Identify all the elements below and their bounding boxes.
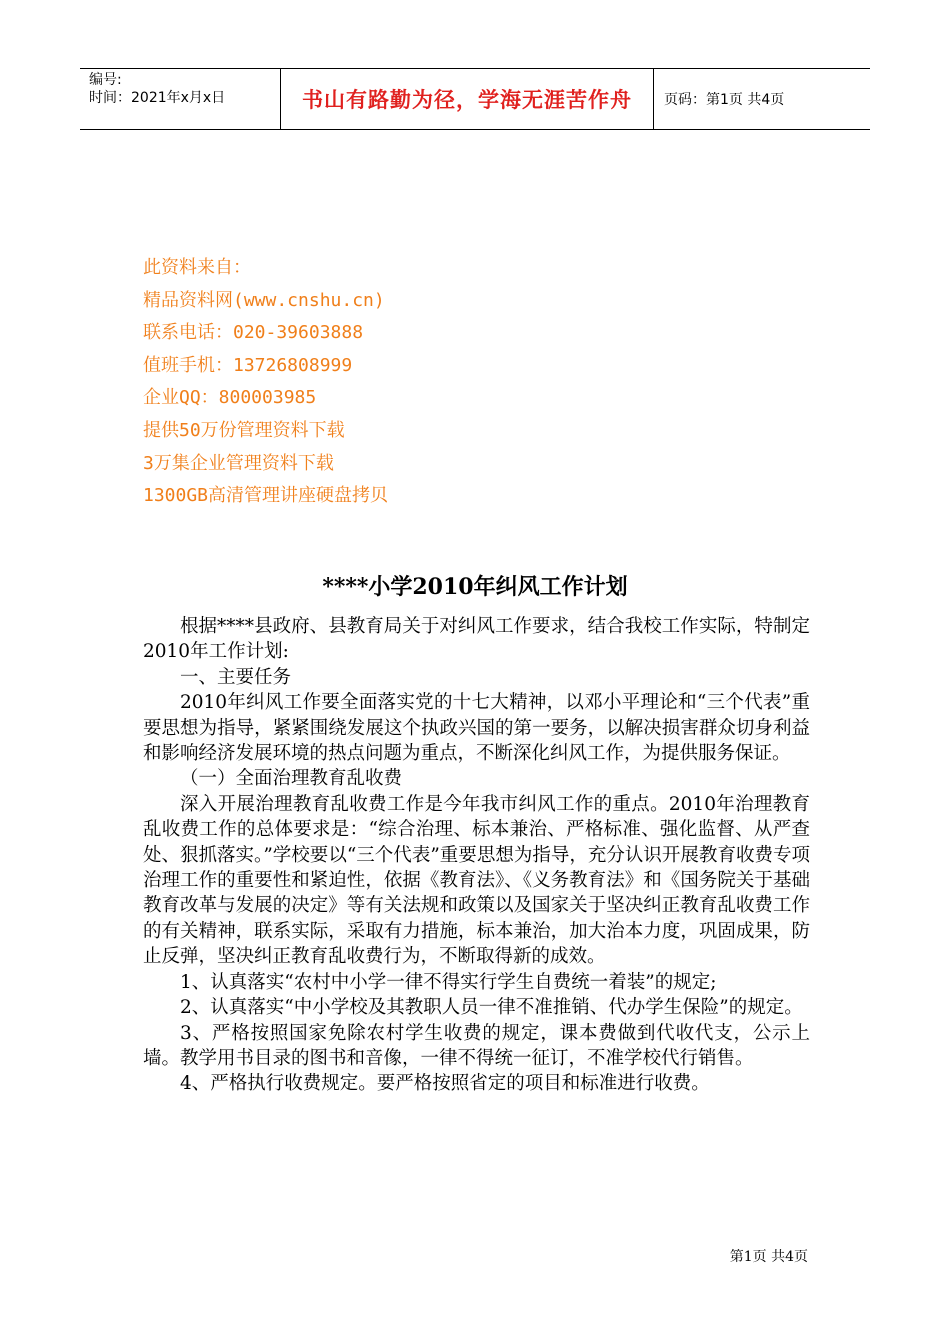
motto-text: 书山有路勤为径，学海无涯苦作舟: [302, 88, 632, 112]
source-info-block: [143, 252, 388, 513]
source-line: 1300GB高清管理讲座硬盘拷贝: [143, 485, 389, 507]
header-left-cell: [80, 69, 281, 129]
header-motto-cell: [281, 69, 654, 129]
paragraph: 根据****县政府、县教育局关于对纠风工作要求，结合我校工作实际，特制定2010年工作计划:: [143, 616, 810, 663]
header-table: [80, 68, 870, 130]
list-item: 1、认真落实“农村中小学一律不得实行学生自费统一着装”的规定;: [180, 971, 717, 993]
paragraph: 2010年纠风工作要全面落实党的十七大精神，以邓小平理论和“三个代表”重要思想为指导，紧紧围绕发展这个执政兴国的第一要务，以解决损害群众切身利益和影响经济发展环境的热点问题为重点，不断深化纠风工作，为提供服务保证。: [143, 692, 810, 765]
paragraph: 深入开展治理教育乱收费工作是今年我市纠风工作的重点。2010年治理教育乱收费工作的总体要求是：“综合治理、标本兼治、严格标准、强化监督、从严查处、狠抓落实。”学校要以“三个代表”重要思想为指导，充分认识开展教育收费专项治理工作的重要性和紧迫性，依据《教育法》、《义务教育法》和《国务院关于基础教育改革与发展的决定》等有关法规和政策以及国家关于坚决纠正教育乱收费工作的有关精神，联系实际，采取有力措施，标本兼治，加大治本力度，巩固成果，防止反弹，坚决纠正教育乱收费行为，不断取得新的成效。: [143, 793, 810, 968]
source-line: 联系电话：020-39603888: [143, 322, 364, 344]
document-body: [143, 614, 810, 1097]
source-line: 提供50万份管理资料下载: [143, 419, 345, 441]
time-label: 时间：2021年x月x日: [89, 90, 226, 106]
list-item: 4、严格执行收费规定。要严格按照省定的项目和标准进行收费。: [180, 1073, 710, 1095]
document-title: ****小学2010年纠风工作计划: [322, 574, 628, 600]
header-page-info: 页码：第1页 共4页: [664, 92, 785, 108]
number-label: 编号:: [89, 72, 122, 88]
source-line: 精品资料网(www.cnshu.cn): [143, 289, 385, 311]
source-line: 值班手机：13726808999: [143, 354, 353, 376]
section-heading: 一、主要任务: [180, 666, 292, 688]
subsection-heading: （一）全面治理教育乱收费: [180, 768, 403, 790]
header-page-cell: [654, 69, 870, 129]
source-line: 企业QQ：800003985: [143, 387, 317, 409]
list-item: 3、严格按照国家免除农村学生收费的规定，课本费做到代收代支，公示上墙。教学用书目录的图书和音像，一律不得统一征订，不准学校代行销售。: [143, 1022, 810, 1069]
source-line: 3万集企业管理资料下载: [143, 452, 334, 474]
footer-page-info: 第1页 共4页: [729, 1249, 808, 1265]
source-line: 此资料来自：: [143, 257, 251, 278]
list-item: 2、认真落实“中小学校及其教职人员一律不准推销、代办学生保险”的规定。: [180, 997, 803, 1019]
